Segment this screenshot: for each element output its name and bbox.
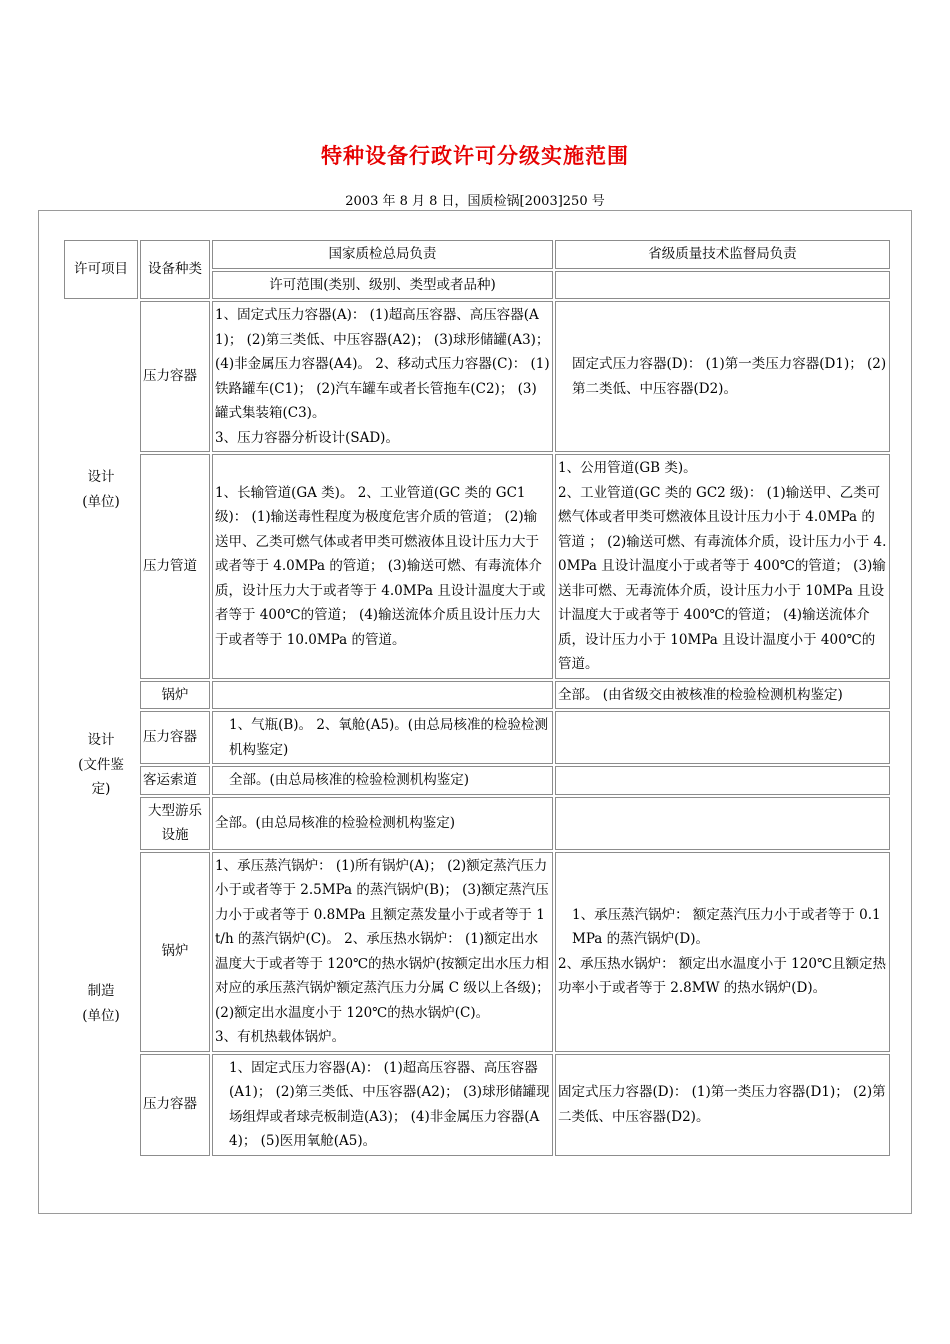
national-scope-cell [212, 1054, 553, 1156]
section-label-line: (文件鉴 [78, 756, 124, 773]
section-label-line: (单位) [82, 493, 120, 510]
scope-text: 1、公用管道(GB 类)。 [558, 460, 697, 476]
equipment-type-cell: 大型游乐设施 [140, 797, 210, 850]
scope-text: 1、承压蒸汽锅炉： (1)所有锅炉(A)； (2)额定蒸汽压力小于或者等于 2.5MPa 的蒸汽锅炉(B)； (3)额定蒸汽压力小于或者等于 0.8MPa 且额定蒸发量小于或者等于 1t/h 的蒸汽锅炉(C)。 2、承压热水锅炉： (1)额定出水温度大于或者等于 120℃的热水锅炉(按额定出水压力相对应的承压蒸汽锅炉额定蒸汽压力分属 C 级以上各级)； (2)额定出水温度小于 120℃的热水锅炉(C)。 [215, 857, 550, 1021]
scope-text: 全部。(由总局核准的检验检测机构鉴定) [229, 772, 470, 788]
equipment-type-cell: 压力容器 [140, 301, 210, 452]
table-row [64, 711, 890, 764]
table-row [64, 852, 890, 1052]
national-scope-cell [212, 711, 553, 764]
national-scope-cell [212, 681, 553, 710]
scope-text: 固定式压力容器(D)： (1)第一类压力容器(D1)； (2)第二类低、中压容器(D2)。 [572, 356, 887, 397]
national-scope-cell: 全部。(由总局核准的检验检测机构鉴定) [212, 797, 553, 850]
section-label-line: 制造 [87, 983, 115, 999]
section-design-docs-label [64, 681, 138, 850]
header-equipment-type: 设备种类 [140, 240, 210, 299]
document-title: 特种设备行政许可分级实施范围 [321, 144, 629, 168]
section-label-line: (单位) [82, 1007, 120, 1024]
provincial-scope-cell [555, 454, 890, 679]
scope-text: 3、有机热载体锅炉。 [215, 1029, 346, 1045]
table-row [64, 1054, 890, 1156]
table-row [64, 766, 890, 795]
header-national: 国家质检总局负责 [212, 240, 553, 269]
equipment-type-cell: 锅炉 [140, 852, 210, 1052]
scope-text: 1、承压蒸汽锅炉： 额定蒸汽压力小于或者等于 0.1MPa 的蒸汽锅炉(D)。 [572, 906, 881, 947]
table-row [64, 797, 890, 850]
section-manufacture-label [64, 852, 138, 1156]
scope-text: 3、压力容器分析设计(SAD)。 [215, 429, 399, 446]
equipment-type-cell: 压力容器 [140, 1054, 210, 1156]
section-label-line: 设计 [87, 732, 115, 749]
provincial-scope-cell [555, 797, 890, 850]
section-design-unit-label [64, 301, 138, 679]
scope-text: 2、承压热水锅炉： 额定出水温度小于 120℃且额定热功率小于或者等于 2.8MW 的热水锅炉(D)。 [558, 955, 887, 996]
national-scope-cell [212, 766, 553, 795]
national-scope-cell [212, 301, 553, 452]
provincial-scope-cell: 固定式压力容器(D)： (1)第一类压力容器(D1)； (2)第二类低、中压容器(D2)。 [555, 1054, 890, 1156]
table-row [64, 681, 890, 710]
provincial-scope-cell: 全部。 (由省级交由被核准的检验检测机构鉴定) [555, 681, 890, 710]
scope-text: 2、工业管道(GC 类的 GC2 级)： (1)输送甲、乙类可燃气体或者甲类可燃液体且设计压力小于 4.0MPa 的管道 ； (2)输送可燃、有毒流体介质，设计压力小于 4.0MPa 且设计温度小于或者等于 400℃的管道； (3)输送非可燃、无毒流体介质，设计压力小于 10MPa 且设计温度大于或者等于 400℃的管道； (4)输送流体介质，设计压力小于 10MPa 且设计温度小于 400℃的管道。 [558, 484, 887, 672]
table-row [64, 454, 890, 679]
equipment-type-cell: 锅炉 [140, 681, 210, 710]
equipment-type-cell: 压力容器 [140, 711, 210, 764]
scope-text: 1、固定式压力容器(A)： (1)超高压容器、高压容器(A1)； (2)第三类低、中压容器(A2)； (3)球形储罐现场组焊或者球壳板制造(A3)； (4)非金属压力容器(A4)； (5)医用氧舱(A5)。 [229, 1059, 550, 1149]
scope-text: 1、固定式压力容器(A)： (1)超高压容器、高压容器(A1)； (2)第三类低、中压容器(A2)； (3)球形储罐(A3)； (4)非金属压力容器(A4)。 2、移动式压力容器(C)： (1)铁路罐车(C1)； (2)汽车罐车或者长管拖车(C2)； (3)罐式集装箱(C3)。 [215, 307, 550, 421]
header-license-item: 许可项目 [64, 240, 138, 299]
header-provincial: 省级质量技术监督局负责 [555, 240, 890, 269]
document-subtitle: 2003 年 8 月 8 日，国质检锅[2003]250 号 [345, 194, 605, 209]
license-scope-table [62, 238, 892, 1158]
provincial-scope-cell [555, 301, 890, 452]
national-scope-cell [212, 852, 553, 1052]
table-row [64, 301, 890, 452]
header-scope-label: 许可范围(类别、级别、类型或者品种) [212, 271, 553, 300]
section-label-line: 设计 [87, 469, 115, 486]
equipment-type-cell: 压力管道 [140, 454, 210, 679]
provincial-scope-cell [555, 766, 890, 795]
national-scope-cell: 1、长输管道(GA 类)。 2、工业管道(GC 类的 GC1 级)： (1)输送毒性程度为极度危害介质的管道； (2)输送甲、乙类可燃气体或者甲类可燃液体且设计压力大于或者等于 4.0MPa 的管道； (3)输送可燃、有毒流体介质，设计压力大于或者等于 4.0MPa 且设计温度大于或者等于 400℃的管道； (4)输送流体介质且设计压力大于或者等于 10.0MPa 的管道。 [212, 454, 553, 679]
provincial-scope-cell [555, 852, 890, 1052]
header-scope-empty [555, 271, 890, 300]
scope-text: 1、气瓶(B)。 2、氧舱(A5)。(由总局核准的检验检测机构鉴定) [229, 717, 549, 758]
provincial-scope-cell [555, 711, 890, 764]
equipment-type-cell: 客运索道 [140, 766, 210, 795]
section-label-line: 定) [91, 781, 111, 798]
header-row [64, 240, 890, 269]
